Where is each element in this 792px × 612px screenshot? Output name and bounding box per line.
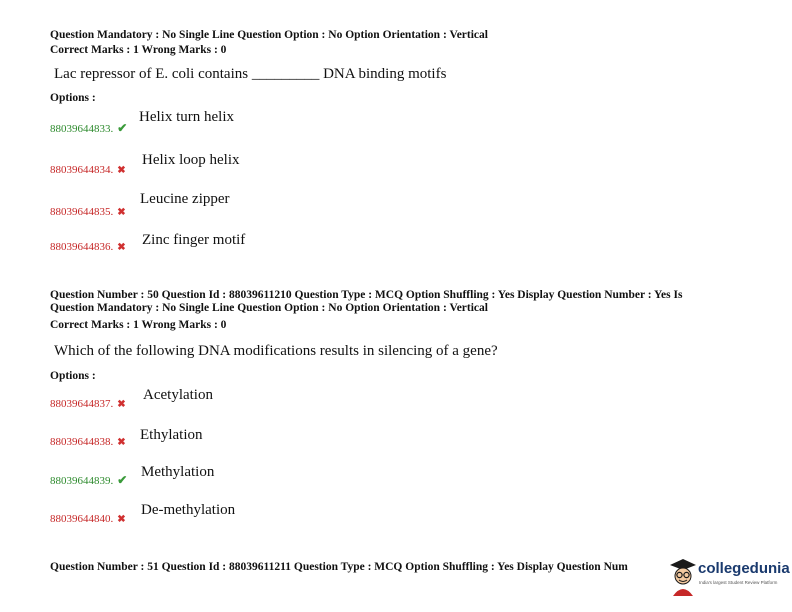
option-id: 88039644835. ✖ bbox=[50, 206, 126, 218]
question-text: Lac repressor of E. coli contains _________ DNA binding motifs bbox=[54, 66, 447, 82]
student-mascot-icon bbox=[668, 556, 698, 598]
option-text: Leucine zipper bbox=[140, 191, 230, 207]
options-label: Options : bbox=[50, 370, 96, 382]
question-meta-line: Question Number : 51 Question Id : 88039611211 Question Type : MCQ Option Shuffling : Yes Display Question Num bbox=[50, 561, 628, 573]
option-id: 88039644838. ✖ bbox=[50, 436, 126, 448]
question-marks-line: Correct Marks : 1 Wrong Marks : 0 bbox=[50, 319, 227, 331]
option-text: De-methylation bbox=[141, 502, 236, 518]
option-id: 88039644833. ✔ bbox=[50, 121, 128, 135]
options-label: Options : bbox=[50, 92, 96, 104]
option-text: Ethylation bbox=[140, 427, 203, 443]
question-text: Which of the following DNA modifications results in silencing of a gene? bbox=[54, 343, 498, 359]
question-marks-line: Correct Marks : 1 Wrong Marks : 0 bbox=[50, 44, 227, 56]
collegedunia-logo bbox=[668, 556, 788, 600]
cross-icon: ✖ bbox=[117, 399, 126, 410]
option-text: Acetylation bbox=[143, 387, 213, 403]
logo-name: collegedunia bbox=[698, 560, 790, 577]
option-id: 88039644837. ✖ bbox=[50, 398, 126, 410]
cross-icon: ✖ bbox=[117, 437, 126, 448]
option-id: 88039644834. ✖ bbox=[50, 164, 126, 176]
option-text: Helix turn helix bbox=[139, 109, 234, 125]
option-id: 88039644839. ✔ bbox=[50, 473, 128, 487]
check-icon: ✔ bbox=[117, 121, 128, 135]
cross-icon: ✖ bbox=[117, 514, 126, 525]
option-id: 88039644840. ✖ bbox=[50, 513, 126, 525]
cross-icon: ✖ bbox=[117, 165, 126, 176]
question-meta-line: Question Mandatory : No Single Line Question Option : No Option Orientation : Vertical bbox=[50, 302, 488, 314]
question-meta-line: Question Mandatory : No Single Line Question Option : No Option Orientation : Vertical bbox=[50, 29, 488, 41]
logo-tagline: India's largest Student Review Platform bbox=[699, 580, 778, 585]
option-text: Helix loop helix bbox=[142, 152, 240, 168]
check-icon: ✔ bbox=[117, 473, 128, 487]
question-meta-line: Question Number : 50 Question Id : 88039611210 Question Type : MCQ Option Shuffling : Yes Display Question Number : Yes Is bbox=[50, 289, 683, 301]
option-text: Zinc finger motif bbox=[142, 232, 246, 248]
option-id: 88039644836. ✖ bbox=[50, 241, 126, 253]
cross-icon: ✖ bbox=[117, 207, 126, 218]
option-text: Methylation bbox=[141, 464, 215, 480]
cross-icon: ✖ bbox=[117, 242, 126, 253]
